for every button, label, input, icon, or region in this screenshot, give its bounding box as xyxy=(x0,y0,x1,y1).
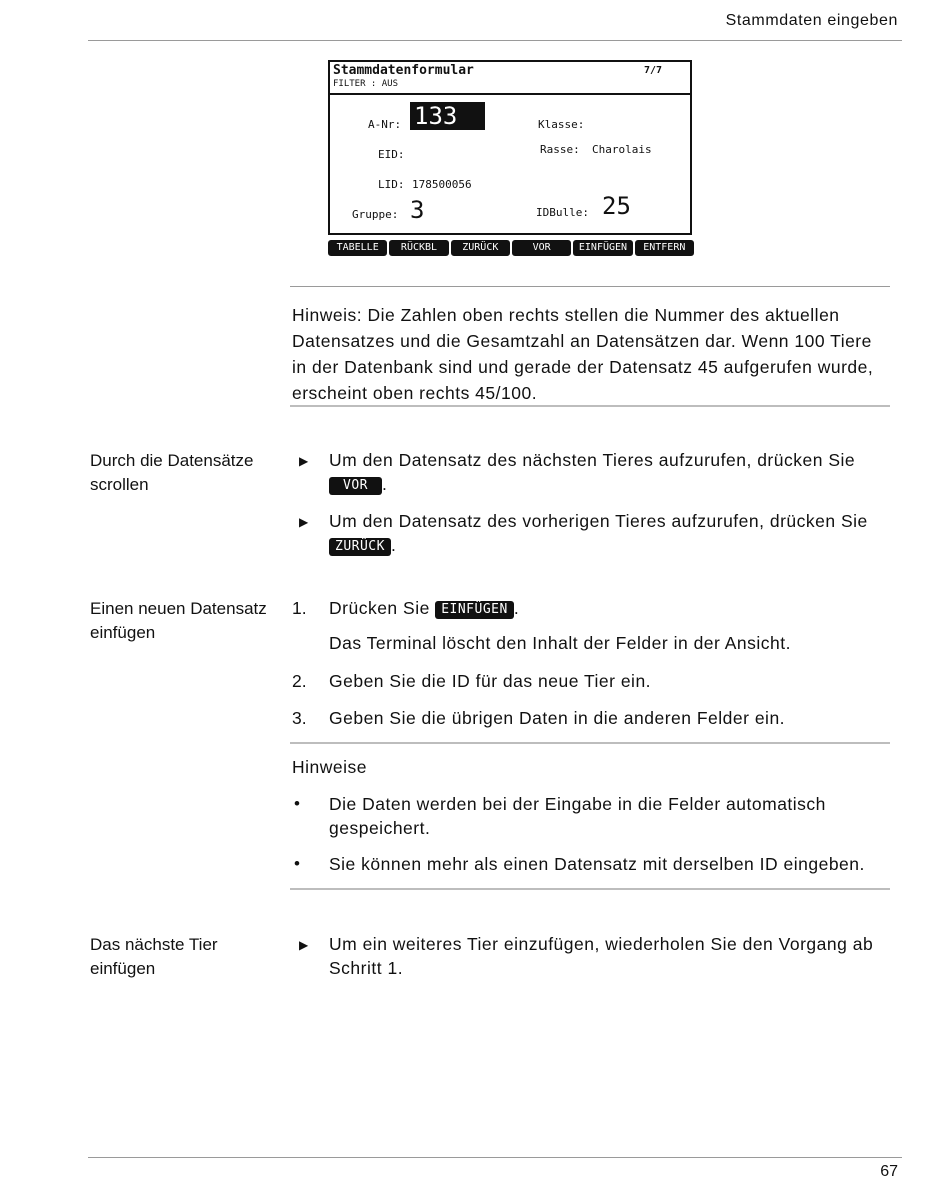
gruppe-value: 3 xyxy=(410,196,425,224)
eid-label: EID: xyxy=(378,148,405,161)
step-1: Drücken Sie EINFÜGEN . xyxy=(329,598,520,618)
step-3: Geben Sie die übrigen Daten in die anderen Felder ein. xyxy=(329,708,786,728)
screen-title: Stammdatenformular xyxy=(333,63,474,78)
note-autosave: Die Daten werden bei der Eingabe in die Felder automatisch gespeichert. xyxy=(329,794,826,838)
anr-label: A-Nr: xyxy=(368,118,402,131)
softkey-tabelle[interactable]: TABELLE xyxy=(328,240,387,256)
footer-rule xyxy=(88,1157,902,1158)
einfuegen-key: EINFÜGEN xyxy=(435,601,514,619)
lid-value: 178500056 xyxy=(412,178,472,191)
scroll-next-text: Um den Datensatz des nächsten Tieres aufzurufen, drücken Sie xyxy=(329,450,856,470)
note-bottom-rule xyxy=(290,405,890,407)
filter-status: FILTER : AUS xyxy=(333,79,399,89)
step-number: 3. xyxy=(292,708,307,728)
step-2: Geben Sie die ID für das neue Tier ein. xyxy=(329,671,652,691)
vor-key: VOR xyxy=(329,477,382,495)
triangle-bullet-icon: ▶ xyxy=(299,938,309,952)
step-number: 1. xyxy=(292,598,307,618)
section-label-insert: Einen neuen Datensatz einfügen xyxy=(90,599,267,642)
klasse-label: Klasse: xyxy=(538,118,585,131)
softkey-einfuegen[interactable]: EINFÜGEN xyxy=(573,240,632,256)
rasse-label: Rasse: xyxy=(540,143,580,156)
softkey-zurueck[interactable]: ZURÜCK xyxy=(451,240,510,256)
header-rule xyxy=(88,40,902,41)
terminal-screen xyxy=(328,60,692,235)
step-number: 2. xyxy=(292,671,307,691)
note-top-rule xyxy=(290,286,890,287)
section-label-next: Das nächste Tier einfügen xyxy=(90,935,218,978)
bullet-dot-icon: • xyxy=(294,794,300,813)
softkey-entfern[interactable]: ENTFERN xyxy=(635,240,694,256)
idbulle-value: 25 xyxy=(602,192,631,220)
scroll-prev-instruction: Um den Datensatz des vorherigen Tieres aufzurufen, drücken Sie ZURÜCK . xyxy=(329,511,868,555)
lid-label: LID: xyxy=(378,178,405,191)
notes-bottom-rule xyxy=(290,888,890,890)
softkey-rueckbl[interactable]: RÜCKBL xyxy=(389,240,448,256)
zurueck-key: ZURÜCK xyxy=(329,538,391,556)
rasse-value: Charolais xyxy=(592,143,652,156)
triangle-bullet-icon: ▶ xyxy=(299,515,309,529)
notes-top-rule xyxy=(290,742,890,744)
next-animal-instruction: Um ein weiteres Tier einzufügen, wiederholen Sie den Vorgang ab Schritt 1. xyxy=(329,934,874,978)
screen-divider xyxy=(330,93,690,95)
record-counter: 7/7 xyxy=(643,65,662,76)
softkey-vor[interactable]: VOR xyxy=(512,240,571,256)
gruppe-label: Gruppe: xyxy=(352,208,399,221)
idbulle-label: IDBulle: xyxy=(536,206,589,219)
step-1-result: Das Terminal löscht den Inhalt der Felder in der Ansicht. xyxy=(329,633,792,653)
triangle-bullet-icon: ▶ xyxy=(299,454,309,468)
scroll-next-instruction: Um den Datensatz des nächsten Tieres aufzurufen, drücken Sie VOR . xyxy=(329,450,856,494)
scroll-prev-text: Um den Datensatz des vorherigen Tieres aufzurufen, drücken Sie xyxy=(329,511,868,531)
softkey-bar xyxy=(328,240,694,256)
step-1-text: Drücken Sie xyxy=(329,598,430,618)
running-header: Stammdaten eingeben xyxy=(725,12,898,29)
note-record-counter: Hinweis: Die Zahlen oben rechts stellen die Nummer des aktuellen Datensatzes und die Gesamtzahl an Datensätzen dar. Wenn 100 Tiere in der Datenbank sind und gerade der Datensatz 45 aufgerufen wurde, erscheint oben rechts 45/100. xyxy=(292,305,874,403)
note-duplicate-id: Sie können mehr als einen Datensatz mit derselben ID eingeben. xyxy=(329,854,865,874)
notes-title: Hinweise xyxy=(292,757,367,777)
bullet-dot-icon: • xyxy=(294,854,300,873)
section-label-scroll: Durch die Datensätze scrollen xyxy=(90,451,254,494)
page-number: 67 xyxy=(880,1163,898,1180)
anr-value: 133 xyxy=(410,102,485,130)
